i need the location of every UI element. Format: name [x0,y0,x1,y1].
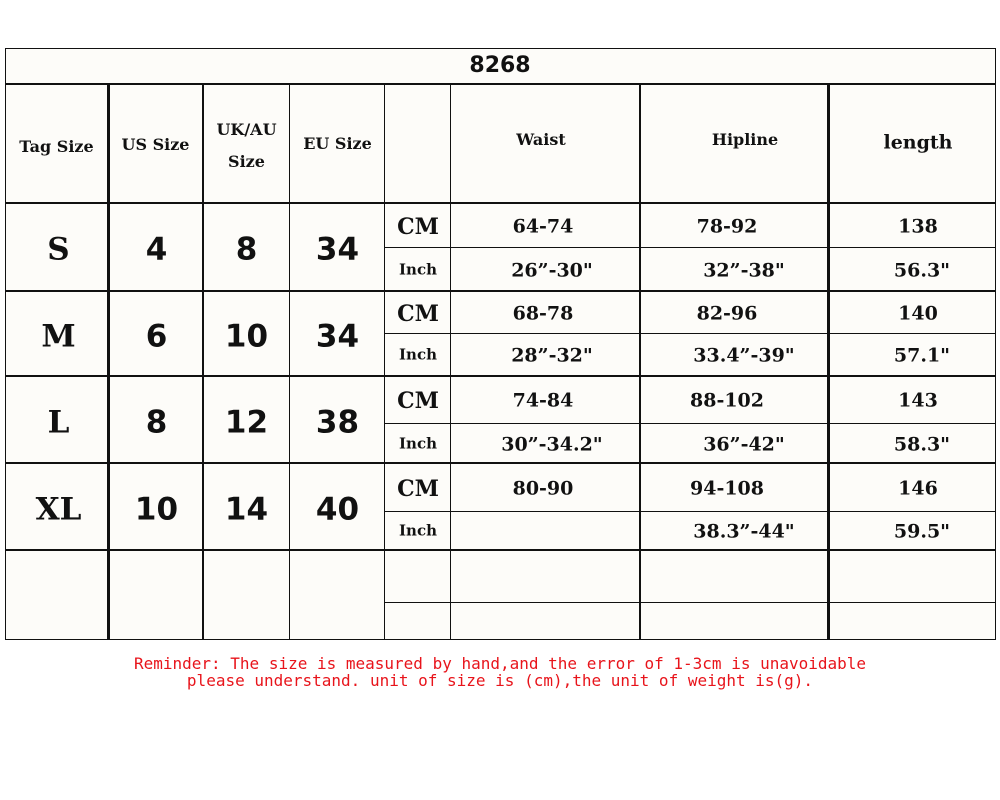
row-group-divider [5,549,995,551]
column-divider [202,83,204,640]
hipline-cm-cell: 94-108 [690,477,764,499]
header-eu-size: EU Size [303,134,372,153]
us-size-cell: 10 [134,491,179,527]
column-divider [639,83,641,640]
table-border-bottom [5,639,996,640]
hipline-cm-cell: 82-96 [696,302,758,324]
uk-au-size-cell: 8 [235,231,258,268]
unit-inch-label: Inch [399,434,437,452]
hipline-inch-cell: 32”-38" [703,259,785,281]
table-title: 8268 [469,53,531,78]
header-hipline: Hipline [711,130,779,149]
row-group-divider [5,375,995,377]
column-divider [827,83,830,640]
length-cm-cell: 146 [898,477,938,499]
hipline-inch-cell: 38.3”-44" [693,520,795,543]
waist-cm-cell: 80-90 [512,477,574,499]
table-border-left [5,48,6,640]
uk-au-size-cell: 10 [224,318,269,354]
unit-cm-label: CM [397,300,439,327]
sub-row-divider [385,423,995,424]
hipline-inch-cell: 33.4”-39" [693,344,795,367]
unit-inch-label: Inch [399,345,437,364]
column-divider [384,83,385,640]
waist-inch-cell: 26”-30" [511,259,593,281]
sub-row-divider [385,333,995,334]
hipline-inch-cell: 36”-42" [703,433,785,455]
length-inch-cell: 59.5" [893,520,951,543]
tag-size-cell: XL [35,491,82,527]
hipline-cm-cell: 88-102 [690,389,764,412]
header-length: length [883,131,953,154]
hipline-cm-cell: 78-92 [696,215,758,237]
header-uk-au-size: UK/AU [216,120,277,139]
header-separator [5,202,995,204]
eu-size-cell: 40 [315,491,360,527]
row-group-divider [5,462,995,464]
us-size-cell: 4 [145,231,168,268]
uk-au-size-cell: 12 [224,404,269,440]
reminder-line-1: Reminder: The size is measured by hand,and the error of 1-3cm is unavoidable [133,654,867,673]
column-divider [289,83,290,640]
waist-cm-cell: 74-84 [512,389,574,412]
us-size-cell: 6 [145,318,168,354]
header-us-size: US Size [121,135,190,154]
length-inch-cell: 57.1" [893,344,951,367]
reminder-line-2: please understand. unit of size is (cm),the unit of weight is(g). [186,671,814,690]
length-cm-cell: 143 [898,389,938,412]
row-group-divider [5,290,995,292]
unit-cm-label: CM [397,475,439,502]
waist-cm-cell: 68-78 [512,302,574,324]
unit-cm-label: CM [397,388,439,414]
eu-size-cell: 38 [315,404,360,440]
column-divider [107,83,110,640]
reminder-note [0,655,1000,689]
length-inch-cell: 58.3" [893,433,951,455]
tag-size-cell: S [47,231,70,268]
unit-inch-label: Inch [399,521,437,540]
length-cm-cell: 138 [898,215,938,237]
waist-inch-cell: 28”-32" [511,344,593,367]
sub-row-divider [385,247,995,248]
length-cm-cell: 140 [898,302,938,324]
unit-cm-label: CM [397,213,439,240]
column-divider [450,83,451,640]
header-uk-au-size: Size [228,152,265,171]
header-waist: Waist [516,130,566,149]
waist-inch-cell: 30”-34.2" [501,433,603,455]
sub-row-divider [385,511,995,512]
us-size-cell: 8 [145,404,168,440]
uk-au-size-cell: 14 [224,491,269,527]
title-separator [5,83,995,85]
tag-size-cell: L [47,404,70,440]
unit-inch-label: Inch [399,260,437,278]
tag-size-cell: M [41,318,76,354]
header-tag-size: Tag Size [19,137,94,156]
sub-row-divider [385,602,995,603]
length-inch-cell: 56.3" [893,259,951,281]
eu-size-cell: 34 [315,318,360,354]
table-border-right [995,48,996,640]
eu-size-cell: 34 [315,231,360,268]
table-border-top [5,48,996,49]
waist-cm-cell: 64-74 [512,215,574,237]
